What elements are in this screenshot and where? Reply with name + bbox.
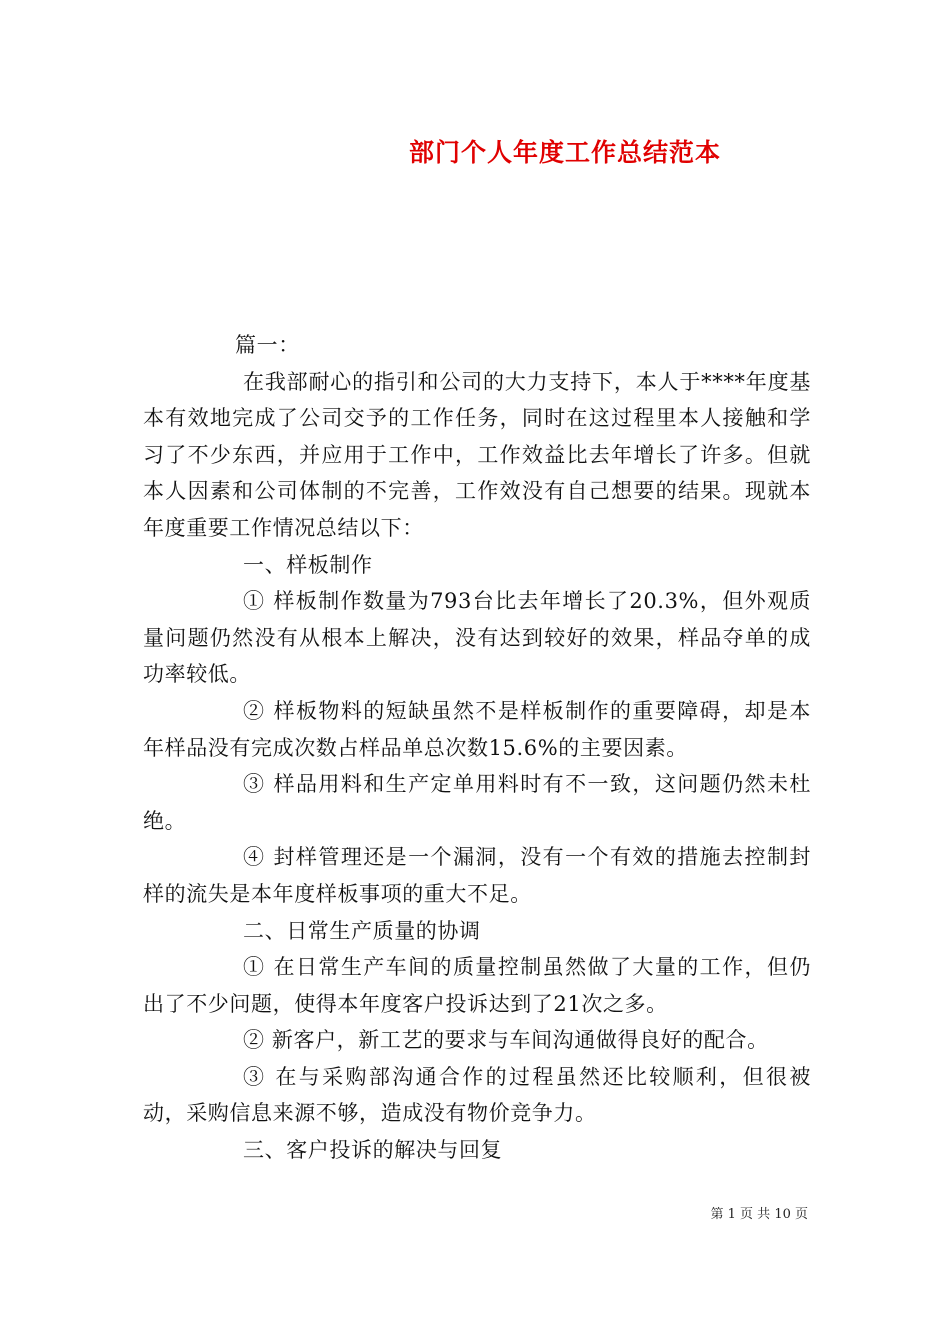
paragraph-item: ① 在日常生产车间的质量控制虽然做了大量的工作，但仍出了不少问题，使得本年度客户投诉达到了21次之多。 [143, 955, 811, 1016]
paragraph-item: ② 样板物料的短缺虽然不是样板制作的重要障碍，却是本年样品没有完成次数占样品单总次数15.6%的主要因素。 [143, 698, 811, 760]
document-body [143, 327, 811, 1169]
paragraph-section-label: 篇一： [235, 333, 300, 357]
paragraph-intro: 在我部耐心的指引和公司的大力支持下，本人于****年度基本有效地完成了公司交予的工作任务，同时在这过程里本人接触和学习了不少东西，并应用于工作中，工作效益比去年增长了许多。但就本人因素和公司体制的不完善，工作效没有自己想要的结果。现就本年度重要工作情况总结以下： [143, 369, 811, 540]
paragraph-item: ③ 在与采购部沟通合作的过程虽然还比较顺利，但很被动，采购信息来源不够，造成没有物价竞争力。 [143, 1064, 811, 1126]
paragraph-item: ③ 样品用料和生产定单用料时有不一致，这问题仍然未杜绝。 [143, 772, 811, 833]
heading-production-quality: 二、日常生产质量的协调 [243, 918, 481, 943]
document-title: 部门个人年度工作总结范本 [408, 138, 721, 167]
paragraph-item: ① 样板制作数量为793台比去年增长了20.3%，但外观质量问题仍然没有从根本上解决，没有达到较好的效果，样品夺单的成功率较低。 [143, 589, 811, 687]
heading-customer-complaints: 三、客户投诉的解决与回复 [243, 1138, 503, 1163]
paragraph-item: ④ 封样管理还是一个漏洞，没有一个有效的措施去控制封样的流失是本年度样板事项的重大不足。 [143, 845, 811, 906]
heading-sample-making: 一、样板制作 [243, 552, 373, 577]
paragraph-item: ② 新客户，新工艺的要求与车间沟通做得良好的配合。 [243, 1028, 769, 1053]
page-number-footer: 第 1 页 共 10 页 [710, 1207, 808, 1222]
